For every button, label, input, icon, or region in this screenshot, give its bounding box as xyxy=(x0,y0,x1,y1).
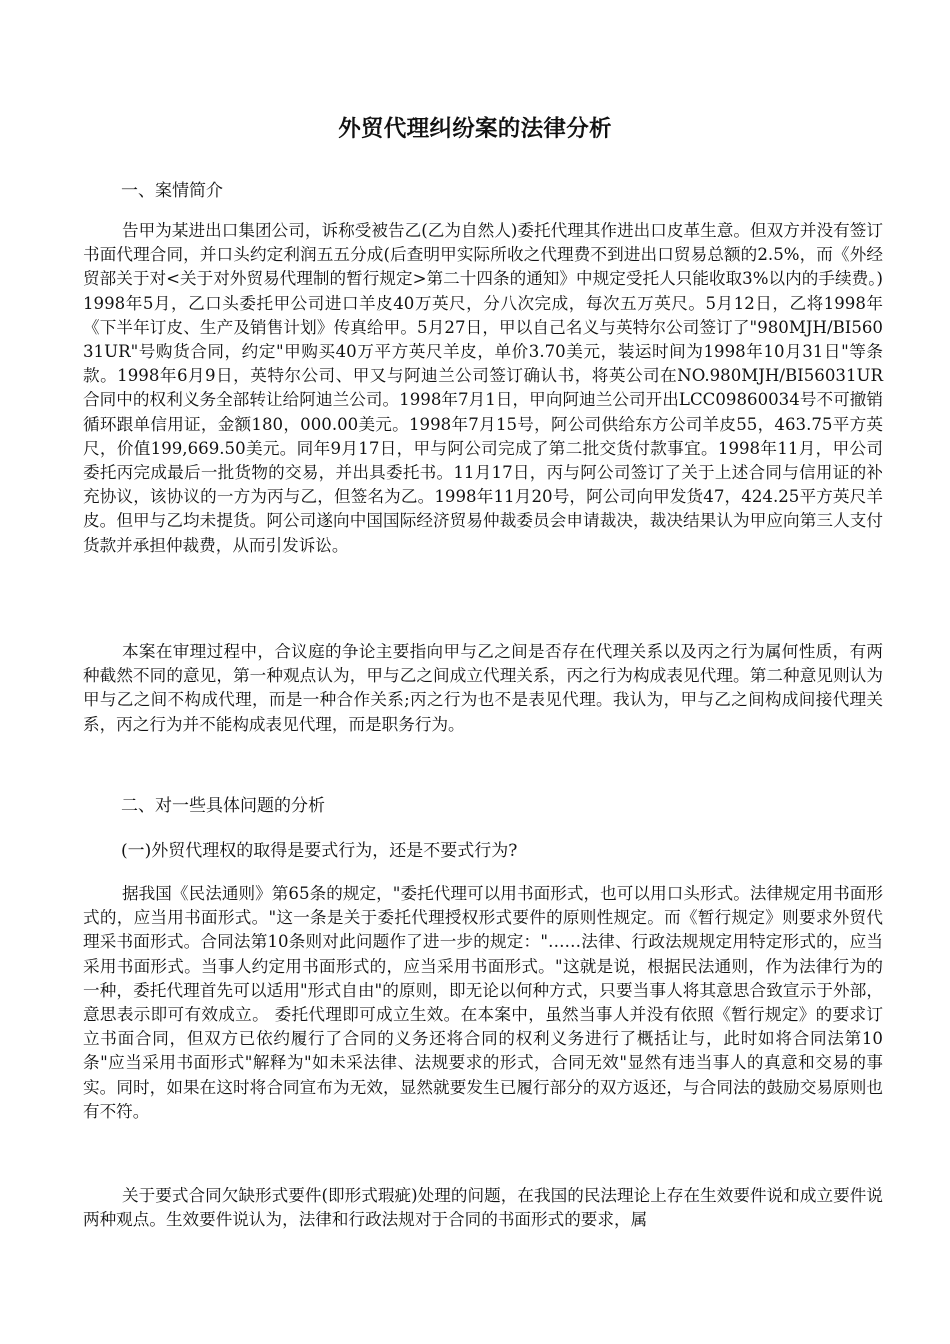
paragraph-civil-law-analysis: 据我国《民法通则》第65条的规定，"委托代理可以用书面形式，也可以用口头形式。法律规定用书面形式的，应当用书面形式。"这一条是关于委托代理授权形式要件的原则性规定。而《暂行规定》则要求外贸代理采书面形式。合同法第10条则对此问题作了进一步的规定："……法律、行政法规规定用特定形式的，应当采用书面形式。当事人约定用书面形式的，应当采用书面形式。"这就是说，根据民法通则，作为法律行为的一种，委托代理首先可以适用"形式自由"的原则，即无论以何种方式，只要当事人将其意思合致宣示于外部，意思表示即可有效成立。 委托代理即可成立生效。在本案中，虽然当事人并没有依照《暂行规定》的要求订立书面合同，但双方已依约履行了合同的义务还将合同的权利义务进行了概括让与，此时如将合同法第10条"应当采用书面形式"解释为"如未采法律、法规要求的形式，合同无效"显然有违当事人的真意和交易的事实。同时，如果在这时将合同宣布为无效，显然就要发生已履行部分的双方返还，与合同法的鼓励交易原则也有不符。 xyxy=(83,884,883,1121)
section-heading-case-intro: 一、案情简介 xyxy=(121,181,223,201)
paragraph-case-facts: 告甲为某进出口集团公司，诉称受被告乙(乙为自然人)委托代理其作进出口皮革生意。但双方并没有签订书面代理合同，并口头约定利润五五分成(后查明甲实际所收之代理费不到进出口贸易总额的2.5%，而《外经贸部关于对<关于对外贸易代理制的暂行规定>第二十四条的通知》中规定受托人只能收取3%以内的手续费。)1998年5月，乙口头委托甲公司进口羊皮40万英尺，分八次完成，每次五万英尺。5月12日，乙将1998年《下半年订皮、生产及销售计划》传真给甲。5月27日，甲以自己名义与英特尔公司签订了"980MJH/BI56031UR"号购货合同，约定"甲购买40万平方英尺羊皮，单价3.70美元，装运时间为1998年10月31日"等条款。1998年6月9日，英特尔公司、甲又与阿迪兰公司签订确认书，将英公司在NO.980MJH/BI56031UR合同中的权利义务全部转让给阿迪兰公司。1998年7月1日，甲向阿迪兰公司开出LCC09860034号不可撤销循环跟单信用证，金额180，000.00美元。1998年7月15号，阿公司供给东方公司羊皮55，463.75平方英尺，价值199,669.50美元。同年9月17日，甲与阿公司完成了第二批交货付款事宜。1998年11月，甲公司委托丙完成最后一批货物的交易，并出具委托书。11月17日，丙与阿公司签订了关于上述合同与信用证的补充协议，该协议的一方为丙与乙，但签名为乙。1998年11月20号，阿公司向甲发货47，424.25平方英尺羊皮。但甲与乙均未提货。阿公司遂向中国国际经济贸易仲裁委员会申请裁决，裁决结果认为甲应向第三人支付货款并承担仲裁费，从而引发诉讼。 xyxy=(83,221,883,555)
paragraph-trial-dispute: 本案在审理过程中，合议庭的争论主要指向甲与乙之间是否存在代理关系以及丙之行为属何性质，有两种截然不同的意见，第一种观点认为，甲与乙之间成立代理关系，丙之行为构成表见代理。第二种意见则认为甲与乙之间不构成代理，而是一种合作关系;丙之行为也不是表见代理。我认为，甲与乙之间构成间接代理关系，丙之行为并不能构成表见代理，而是职务行为。 xyxy=(83,642,883,734)
document-title: 外贸代理纠纷案的法律分析 xyxy=(338,116,612,142)
section-heading-analysis: 二、对一些具体问题的分析 xyxy=(121,796,325,816)
paragraph-form-defect-theories: 关于要式合同欠缺形式要件(即形式瑕疵)处理的问题，在我国的民法理论上存在生效要件说和成立要件说两种观点。生效要件说认为，法律和行政法规对于合同的书面形式的要求，属 xyxy=(83,1186,883,1230)
subsection-heading-agency-form: (一)外贸代理权的取得是要式行为，还是不要式行为? xyxy=(121,841,518,861)
